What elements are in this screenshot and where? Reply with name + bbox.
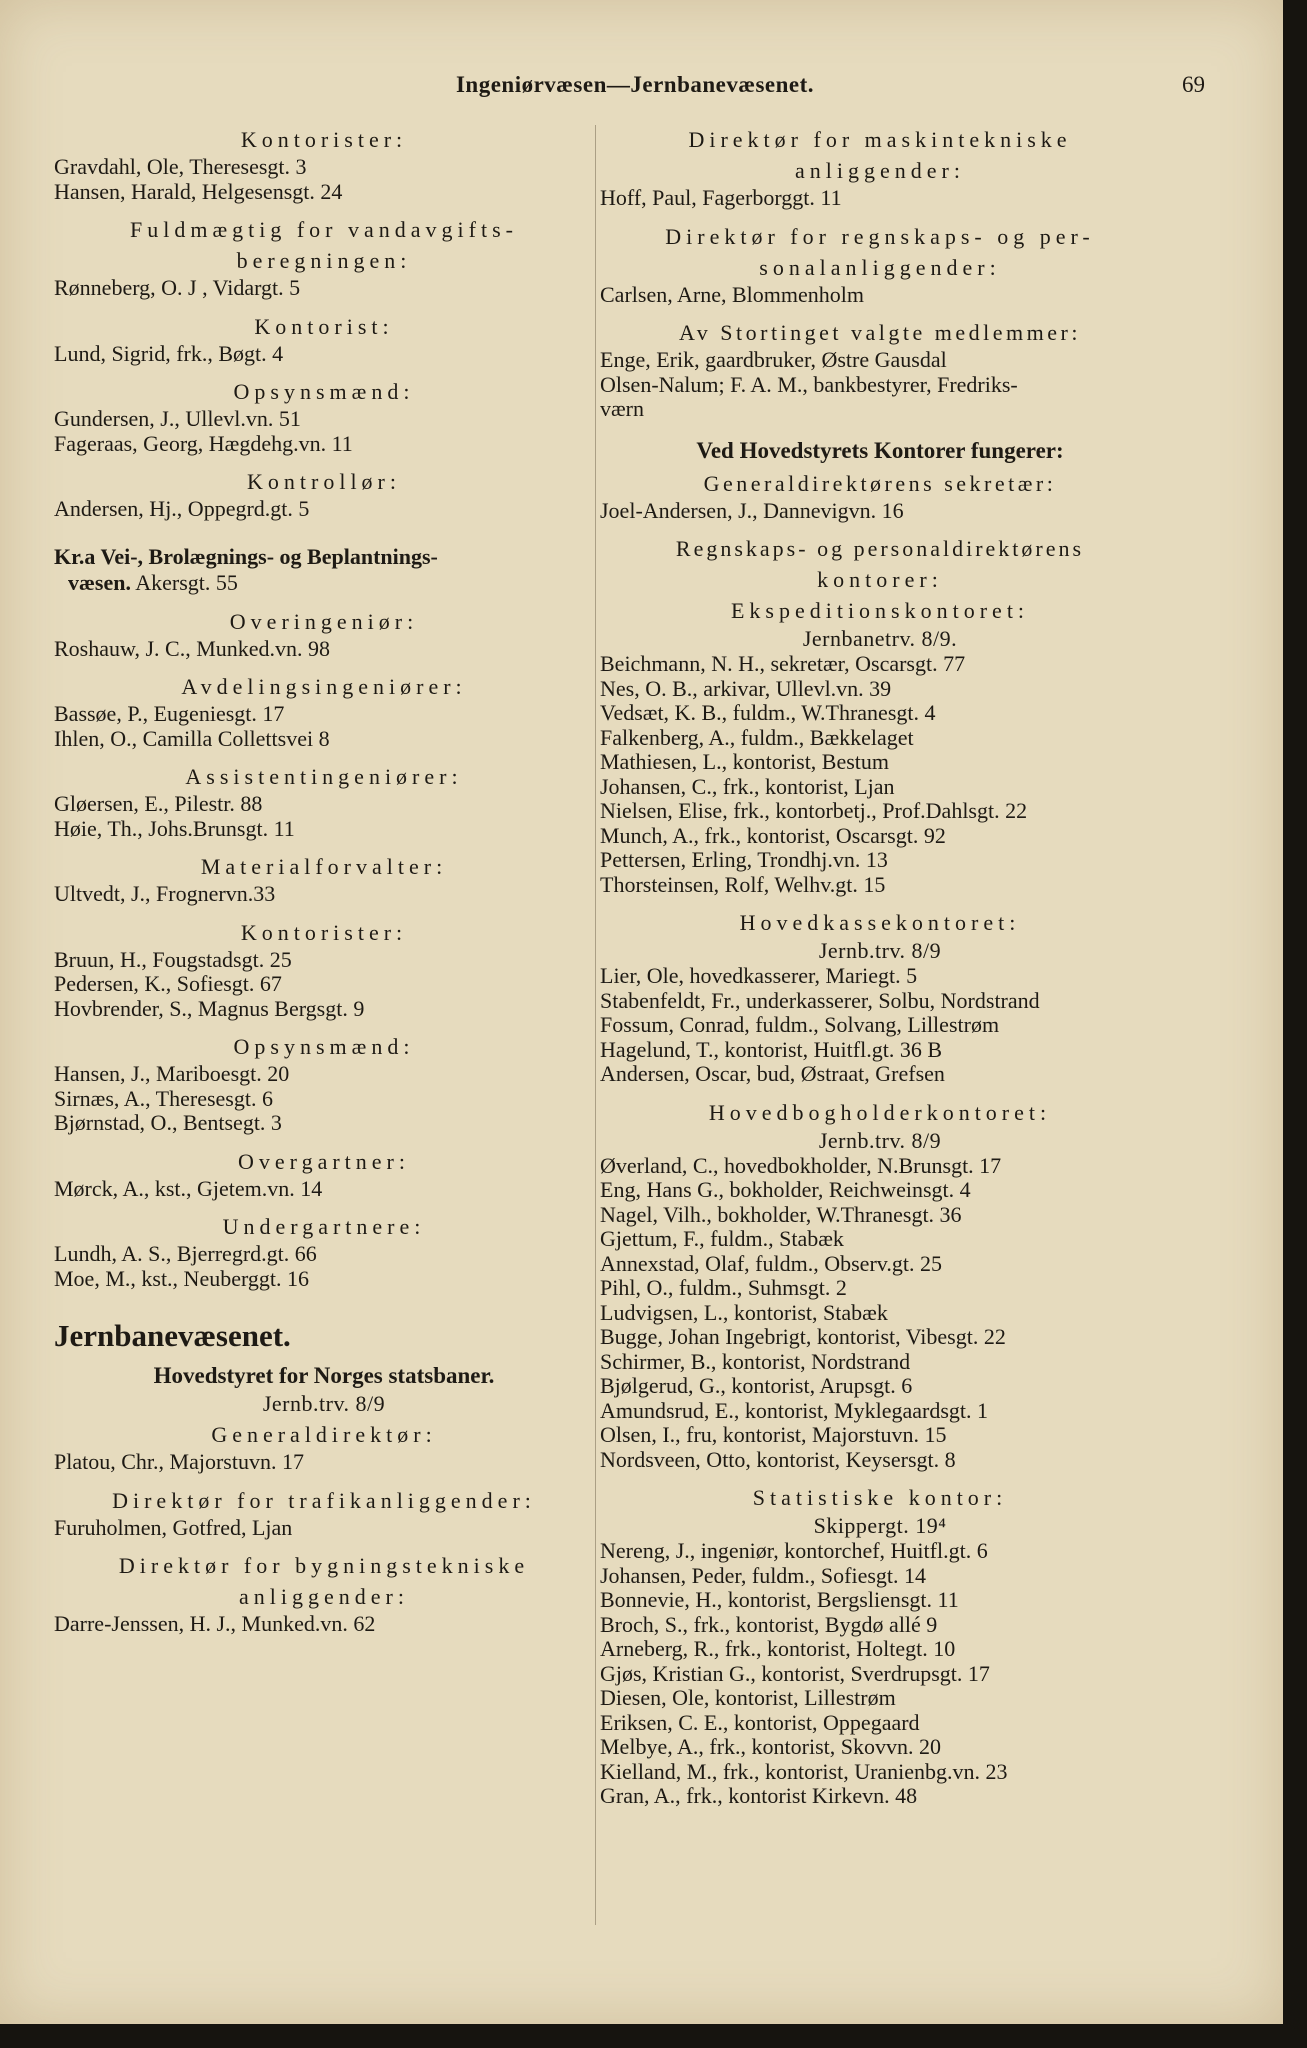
entry-line: Carlsen, Arne, Blommenholm xyxy=(600,281,864,307)
department-heading: Hovedstyret for Norges statsbaner. xyxy=(153,1363,495,1388)
entry-line: Furuholmen, Gotfred, Ljan xyxy=(54,1514,293,1540)
department-address: Jernb.trv. 8/9 xyxy=(262,1391,386,1416)
section-ved-hovedstyret xyxy=(600,436,1160,524)
entry-line: Bjølgerud, G., kontorist, Arupsgt. 6 xyxy=(600,1373,913,1398)
entry-line: Joel-Andersen, J., Dannevigvn. 16 xyxy=(600,497,904,523)
section-heading: Hovedkassekontoret: xyxy=(739,910,1021,935)
entry-line: Thorsteinsen, Rolf, Welhv.gt. 15 xyxy=(600,871,886,897)
left-column xyxy=(54,122,594,1649)
entry-line: Roshauw, J. C., Munked.vn. 98 xyxy=(54,635,331,661)
entry-line: Vedsæt, K. B., fuldm., W.Thranesgt. 4 xyxy=(600,700,936,725)
section-assistentingeniorer xyxy=(54,763,594,841)
entry-line: Johansen, C., frk., kontorist, Ljan xyxy=(600,773,895,799)
entry-line: Broch, S., frk., kontorist, Bygdø allé 9 xyxy=(600,1611,938,1637)
section-heading: Overgartner: xyxy=(238,1148,410,1174)
section-kontorist xyxy=(54,313,594,367)
entry-line: Lundh, A. S., Bjerregrd.gt. 66 xyxy=(54,1241,317,1266)
section-heading-cont: sonalanliggender: xyxy=(759,254,1001,280)
entry-line: Sirnæs, A., Theresesgt. 6 xyxy=(54,1085,273,1111)
entry-line: Ultvedt, J., Frognervn.33 xyxy=(54,881,276,906)
entry-line: Mørck, A., kst., Gjetem.vn. 14 xyxy=(54,1175,323,1201)
entry-line: Pedersen, K., Sofiesgt. 67 xyxy=(54,971,282,996)
entry-line: Andersen, Hj., Oppegrd.gt. 5 xyxy=(54,496,310,521)
section-fuldmaegtig xyxy=(54,216,594,301)
entry-line: Nes, O. B., arkivar, Ullevl.vn. 39 xyxy=(600,675,892,701)
page-header xyxy=(60,72,1210,112)
section-statistiske xyxy=(600,1484,1160,1809)
entry-line: Johansen, Peder, fuldm., Sofiesgt. 14 xyxy=(600,1562,927,1588)
page-number: 69 xyxy=(1182,72,1205,97)
section-heading: Statistiske kontor: xyxy=(752,1485,1008,1510)
column-divider xyxy=(595,125,596,1925)
section-heading: Regnskaps- og personaldirektørens xyxy=(675,536,1085,561)
section-materialforvalter xyxy=(54,853,594,907)
section-heading: Kontrollør: xyxy=(247,469,401,494)
entry-line: Falkenberg, A., fuldm., Bækkelaget xyxy=(600,724,914,750)
entry-line: Bassøe, P., Eugeniesgt. 17 xyxy=(54,701,285,726)
entry-line: Pettersen, Erling, Trondhj.vn. 13 xyxy=(600,847,888,872)
entry-line: Schirmer, B., kontorist, Nordstrand xyxy=(600,1348,911,1374)
entry-line: Enge, Erik, gaardbruker, Østre Gausdal xyxy=(600,347,947,372)
entry-line: Nereng, J., ingeniør, kontorchef, Huitfl.gt. 6 xyxy=(600,1538,988,1563)
entry-line: Bugge, Johan Ingebrigt, kontorist, Vibesgt. 22 xyxy=(600,1324,1006,1349)
section-avdelingsingeniorer xyxy=(54,673,594,751)
entry-line: Rønneberg, O. J , Vidargt. 5 xyxy=(54,275,301,300)
section-heading: Direktør for regnskaps- og per- xyxy=(665,223,1095,249)
department-heading: Ved Hovedstyrets Kontorer fungerer: xyxy=(696,437,1064,463)
section-heading: Avdelingsingeniører: xyxy=(181,674,467,699)
entry-line: Gjettum, F., fuldm., Stabæk xyxy=(600,1226,844,1251)
section-opsynsmaend-2 xyxy=(54,1033,594,1136)
entry-line: Lund, Sigrid, frk., Bøgt. 4 xyxy=(54,340,284,366)
section-heading-cont: kontorer: xyxy=(817,567,943,592)
entry-line: Fageraas, Georg, Hægdehg.vn. 11 xyxy=(54,430,353,456)
entry-line: Eriksen, C. E., kontorist, Oppegaard xyxy=(600,1709,920,1735)
office-address: Jernbanetrv. 8/9. xyxy=(802,626,958,651)
section-maskin xyxy=(600,126,1160,211)
section-heading: Opsynsmænd: xyxy=(233,379,415,404)
entry-line: Bonnevie, H., kontorist, Bergsliensgt. 11 xyxy=(600,1587,959,1612)
section-heading: Kontorister: xyxy=(240,127,408,152)
running-title: Ingeniørvæsen—Jernbanevæsenet. xyxy=(455,72,815,97)
section-heading: Materialforvalter: xyxy=(200,854,448,879)
section-heading: Fuldmægtig for vandavgifts- xyxy=(130,217,518,242)
section-heading: Generaldirektør: xyxy=(211,1422,437,1447)
entry-line: Gran, A., frk., kontorist Kirkevn. 48 xyxy=(600,1783,918,1808)
section-heading: Assistentingeniører: xyxy=(185,764,463,789)
entry-line: Annexstad, Olaf, fuldm., Observ.gt. 25 xyxy=(600,1250,942,1276)
department-heading: Kr.a Vei-, Brolægnings- og Beplantnings- xyxy=(54,543,438,569)
entry-line: Beichmann, N. H., sekretær, Oscarsgt. 77 xyxy=(600,651,966,676)
entry-line: Munch, A., frk., kontorist, Oscarsgt. 92 xyxy=(600,822,946,848)
entry-line: Andersen, Oscar, bud, Østraat, Grefsen xyxy=(600,1061,945,1086)
section-heading-cont: anliggender: xyxy=(239,1584,409,1609)
section-heading: Direktør for bygningstekniske xyxy=(118,1553,530,1578)
entry-line: Nagel, Vilh., bokholder, W.Thranesgt. 36 xyxy=(600,1201,962,1227)
entry-line: Pihl, O., fuldm., Suhmsgt. 2 xyxy=(600,1275,847,1300)
entry-line: Amundsrud, E., kontorist, Myklegaardsgt. 1 xyxy=(600,1397,989,1423)
section-regnskap-direktor xyxy=(600,223,1160,308)
section-kontrollor xyxy=(54,468,594,522)
section-heading-cont: anliggender: xyxy=(795,158,965,183)
section-undergartnere xyxy=(54,1213,594,1291)
entry-line: Nielsen, Elise, frk., kontorbetj., Prof.Dahlsgt. 22 xyxy=(600,798,1028,823)
entry-line: Øverland, C., hovedbokholder, N.Brunsgt. 17 xyxy=(600,1152,1002,1178)
entry-line: Moe, M., kst., Neuberggt. 16 xyxy=(54,1265,310,1291)
entry-line: Darre-Jenssen, H. J., Munked.vn. 62 xyxy=(54,1611,376,1636)
section-heading: Overingeniør: xyxy=(229,608,419,634)
entry-line: Olsen, I., fru, kontorist, Majorstuvn. 15 xyxy=(600,1422,947,1447)
section-vei-brolaegning xyxy=(54,544,594,596)
section-hovedstyret xyxy=(54,1361,594,1475)
entry-line: Ihlen, O., Camilla Collettsvei 8 xyxy=(54,725,330,751)
section-heading: Kontorist: xyxy=(254,313,394,339)
entry-line: Fossum, Conrad, fuldm., Solvang, Lillestrøm xyxy=(600,1012,1000,1037)
section-heading: Av Stortinget valgte medlemmer: xyxy=(679,320,1081,345)
office-address: Skippergt. 19⁴ xyxy=(813,1513,947,1538)
office-address: Jernb.trv. 8/9 xyxy=(818,1127,942,1153)
section-overgartner xyxy=(54,1148,594,1202)
entry-line: Eng, Hans G., bokholder, Reichweinsgt. 4 xyxy=(600,1177,971,1202)
department-heading-cont: væsen. xyxy=(68,569,131,595)
section-heading: Direktør for trafikanliggender: xyxy=(112,1487,536,1513)
section-heading-cont: beregningen: xyxy=(236,248,412,273)
entry-line: Gjøs, Kristian G., kontorist, Sverdrupsgt. 17 xyxy=(600,1660,990,1686)
entry-line: Diesen, Ole, kontorist, Lillestrøm xyxy=(600,1685,896,1710)
section-hovedbogholder xyxy=(600,1099,1160,1473)
section-bygning xyxy=(54,1552,594,1637)
entry-line: Høie, Th., Johs.Brunsgt. 11 xyxy=(54,815,295,841)
section-regnskapskontorer xyxy=(600,535,1160,593)
entry-line: Gundersen, J., Ullevl.vn. 51 xyxy=(54,406,301,431)
office-address: Jernb.trv. 8/9 xyxy=(818,938,942,963)
entry-line: Melbye, A., frk., kontorist, Skovvn. 20 xyxy=(600,1734,941,1759)
entry-line: Kielland, M., frk., kontorist, Uranienbg.vn. 23 xyxy=(600,1758,1008,1784)
section-kontorister xyxy=(54,126,594,204)
entry-line: Lier, Ole, hovedkasserer, Mariegt. 5 xyxy=(600,963,918,988)
section-hovedkasse xyxy=(600,909,1160,1087)
entry-line: Hoff, Paul, Fagerborggt. 11 xyxy=(600,185,842,210)
section-heading: Direktør for maskintekniske xyxy=(688,127,1072,152)
section-heading: Hovedbogholderkontoret: xyxy=(708,1099,1052,1125)
entry-line: Gløersen, E., Pilestr. 88 xyxy=(54,791,263,816)
entry-line: Nordsveen, Otto, kontorist, Keysersgt. 8 xyxy=(600,1446,956,1472)
section-kontorister-2 xyxy=(54,919,594,1022)
section-heading: Opsynsmænd: xyxy=(233,1034,415,1059)
entry-line: Hansen, J., Mariboesgt. 20 xyxy=(54,1061,290,1086)
entry-line: Mathiesen, L., kontorist, Bestum xyxy=(600,749,890,774)
entry-line: Hansen, Harald, Helgesensgt. 24 xyxy=(54,178,343,204)
entry-line: Olsen-Nalum; F. A. M., bankbestyrer, Fredriks- xyxy=(600,371,1018,397)
section-opsynsmaend xyxy=(54,378,594,456)
section-heading: Generaldirektørens sekretær: xyxy=(703,470,1057,496)
entry-line: Arneberg, R., frk., kontorist, Holtegt. 10 xyxy=(600,1636,956,1661)
entry-line: Hagelund, T., kontorist, Huitfl.gt. 36 B xyxy=(600,1036,942,1062)
entry-line: Bruun, H., Fougstadsgt. 25 xyxy=(54,946,292,972)
section-heading: Kontorister: xyxy=(240,919,408,945)
section-overingenior xyxy=(54,608,594,662)
entry-line: værn xyxy=(600,396,644,421)
chapter-heading: Jernbanevæsenet. xyxy=(54,1318,291,1353)
entry-line: Ludvigsen, L., kontorist, Stabæk xyxy=(600,1299,888,1325)
section-trafik xyxy=(54,1487,594,1541)
section-ekspedisjon xyxy=(600,597,1160,897)
right-column xyxy=(600,122,1160,1821)
section-storting xyxy=(600,319,1160,422)
entry-line: Hovbrender, S., Magnus Bergsgt. 9 xyxy=(54,995,365,1021)
section-heading: Undergartnere: xyxy=(222,1214,426,1239)
entry-line: Bjørnstad, O., Bentsegt. 3 xyxy=(54,1110,282,1135)
entry-line: Stabenfeldt, Fr., underkasserer, Solbu, Nordstrand xyxy=(600,987,1040,1013)
entry-line: Gravdahl, Ole, Theresesgt. 3 xyxy=(54,154,307,179)
department-address: Akersgt. 55 xyxy=(135,569,238,595)
entry-line: Platou, Chr., Majorstuvn. 17 xyxy=(54,1449,304,1474)
section-heading: Ekspeditionskontoret: xyxy=(730,598,1030,623)
